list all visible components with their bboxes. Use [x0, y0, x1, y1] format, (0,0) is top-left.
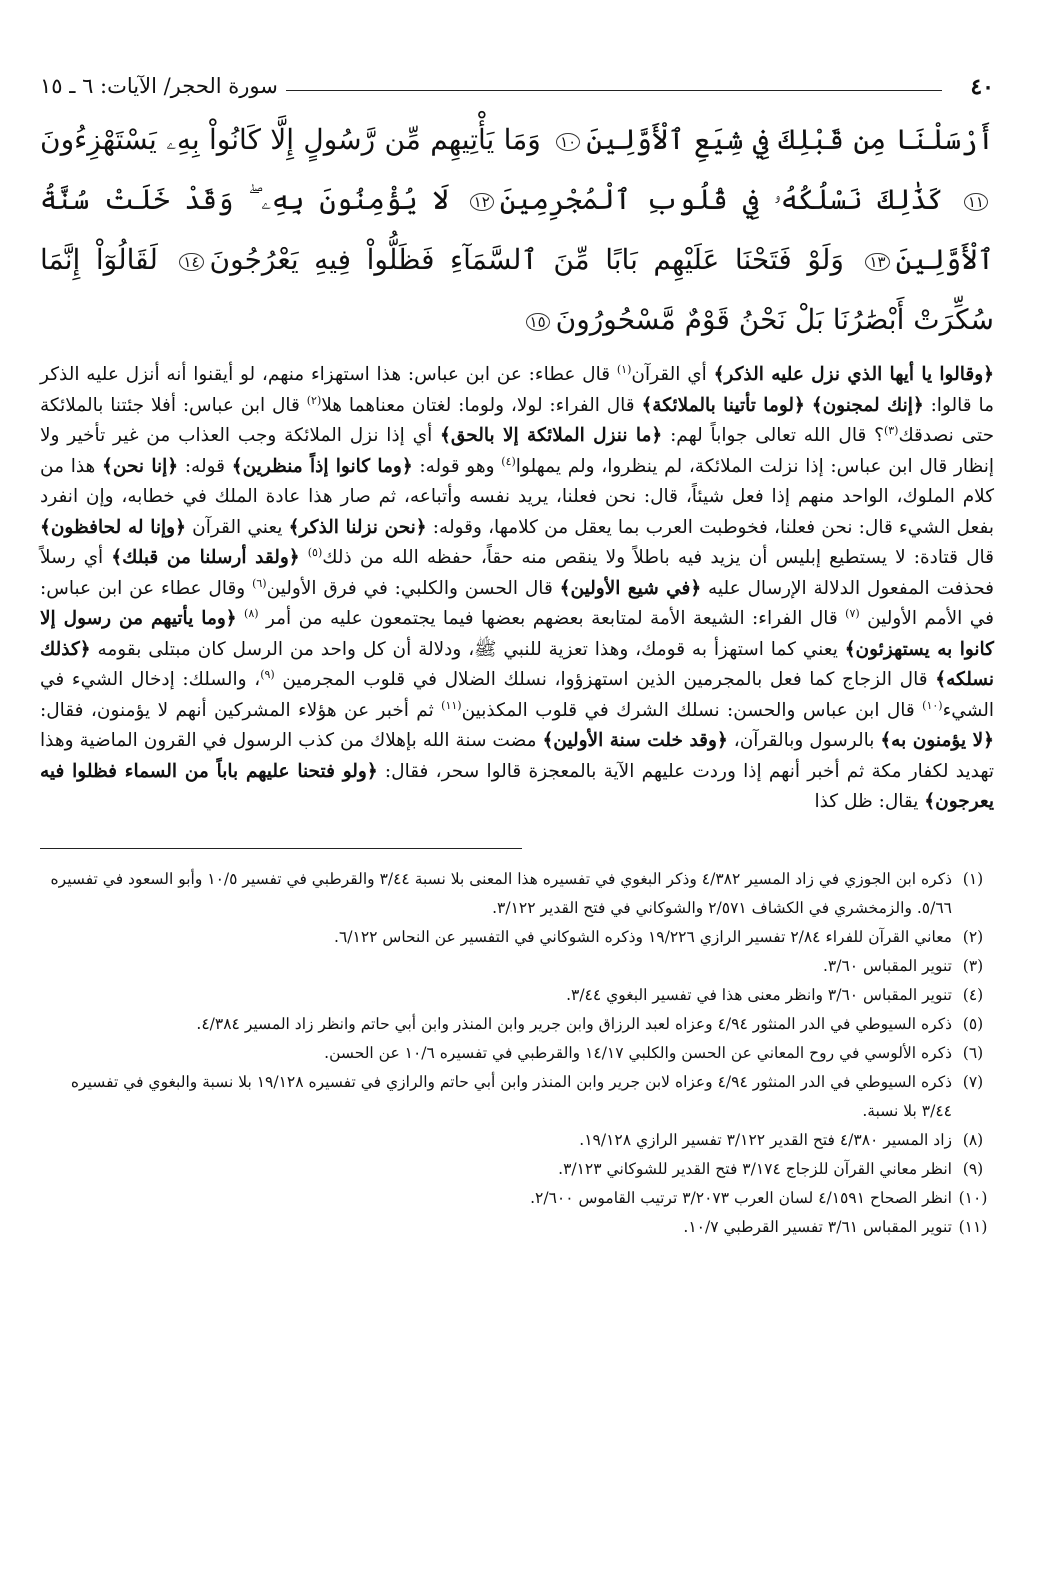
- commentary-segment: يعني كما استهزأ به قومك، وهذا تعزية للنبي ﷺ، ودلالة أن كل واحد من الرسل كان مبتلى بقومه: [90, 638, 845, 660]
- footnote-number: (١٠): [958, 1188, 988, 1207]
- verse-number-marker: ١٠: [556, 133, 580, 151]
- footnote-number: (٢): [962, 927, 984, 946]
- verse-text: وَمَا يَأْتِيهِم مِّن رَّسُولٍ إِلَّا كَانُواْ بِهِۦ يَسْتَهْزِءُونَ: [40, 123, 541, 156]
- commentary-segment: هذا من كلام الملوك، الواحد منهم إذا فعل شيئاً، قال: نحن فعلنا، يريد نفسه وأتباعه، ثم صار هذا عادة الملك في خطابه، وإن انفرد بفعل الشيء قال: نحن فعلنا، فخوطبت العرب بما يعقل من كلامها، وقوله:: [40, 455, 994, 538]
- footnote: [40, 981, 994, 1010]
- commentary-segment: قال الفراء: لولا، ولوما: لغتان معناهما هلا: [321, 394, 642, 416]
- footnote: [40, 1068, 994, 1126]
- commentary-segment: قال الفراء: الشيعة الأمة لمتابعة بعضهم بعضها فيما يجتمعون عليه من أمر: [258, 608, 846, 629]
- footnote-ref: (٥): [307, 545, 323, 559]
- footnote: [40, 923, 994, 952]
- quoted-verse: ﴿ما ننزل الملائكة إلا بالحق﴾: [440, 425, 663, 446]
- commentary-segment: قال الحسن والكلبي: في فرق الأولين: [266, 577, 560, 599]
- footnote-text: ذكره ابن الجوزي في زاد المسير ٤/٣٨٢ وذكر البغوي في تفسيره هذا المعنى بلا نسبة ٣/٤٤ والقرطبي في تفسير ١٠/٥ وأبو السعود في تفسيره ٥/٦٦. والزمخشري في الكشاف ٢/٥٧١ والشوكاني في فتح القدير ٣/١٢٢.: [50, 869, 952, 917]
- footnote-number: (٤): [962, 985, 984, 1004]
- footnote-number: (٩): [962, 1159, 984, 1178]
- footnote-text: ذكره السيوطي في الدر المنثور ٤/٩٤ وعزاه لعبد الرزاق وابن جرير وابن المنذر وابن أبي حاتم وانظر زاد المسير ٤/٣٨٤.: [196, 1014, 952, 1033]
- quoted-verse: ﴿إنك لمجنون﴾: [811, 394, 924, 416]
- quoted-verse: ﴿نحن نزلنا الذكر﴾: [288, 516, 427, 538]
- quoted-verse: ﴿لوما تأتينا بالملائكة﴾: [641, 394, 805, 416]
- footnote: [40, 1126, 994, 1155]
- footnote-number: (٥): [962, 1014, 984, 1033]
- verse-number-marker: ١٤: [179, 253, 203, 271]
- footnote-text: زاد المسير ٤/٣٨٠ فتح القدير ٣/١٢٢ تفسير الرازي ١٩/١٢٨.: [579, 1130, 952, 1149]
- footnote-text: تنوير المقباس ٣/٦٠.: [822, 956, 952, 975]
- quoted-verse: ﴿إنا نحن﴾: [102, 455, 179, 477]
- quoted-verse: ﴿وقالوا يا أيها الذي نزل عليه الذكر﴾: [713, 364, 994, 385]
- commentary-segment: مضت سنة الله بإهلاك من كذب الرسول في القرون الماضية وهذا تهديد لكفار مكة ثم أخبر أنهم إذا وردت عليهم الآية بالمعجزة قالوا سحر، فقال:: [40, 730, 994, 782]
- verse-number-marker: ١١: [964, 193, 988, 211]
- footnote-ref: (٣): [883, 423, 899, 437]
- header-rule: [286, 90, 942, 91]
- footnote-number: (٦): [962, 1043, 984, 1062]
- footnote-text: انظر معاني القرآن للزجاج ٣/١٧٤ فتح القدير للشوكاني ٣/١٢٣.: [558, 1159, 952, 1178]
- footnote-number: (٣): [962, 956, 984, 975]
- commentary-segment: يقال: ظل كذا: [814, 791, 925, 812]
- footnote-text: ذكره السيوطي في الدر المنثور ٤/٩٤ وعزاه لابن جرير وابن المنذر وابن أبي حاتم والرازي في تفسيره ١٩/١٢٨ بلا نسبة والبغوي في تفسيره ٣/٤٤ بلا نسبة.: [70, 1072, 952, 1120]
- commentary-segment: ثم أخبر عن هؤلاء المشركين أنهم لا يؤمنون، فقال:: [40, 699, 442, 721]
- commentary-segment: يعني القرآن: [185, 516, 289, 538]
- quoted-verse: ﴿وقد خلت سنة الأولين﴾: [542, 730, 728, 751]
- commentary-segment: [237, 608, 244, 629]
- commentary-segment: أي القرآن: [631, 364, 714, 385]
- footnote: [40, 1184, 994, 1213]
- footnote-separator: [40, 848, 522, 849]
- verse-number-marker: ١٢: [470, 193, 494, 211]
- commentary-segment: قوله:: [178, 455, 232, 477]
- footnote-ref: (٧): [845, 606, 860, 620]
- verse-text: لَقَالُوٓاْ إِنَّمَا سُكِّرَتْ أَبْصَٰرُنَا بَلْ نَحْنُ قَوْمٌ مَّسْحُورُونَ: [40, 243, 994, 336]
- footnote-text: تنوير المقباس ٣/٦١ تفسير القرطبي ١٠/٧.: [683, 1217, 952, 1236]
- quoted-verse: ﴿كذلك نسلكه﴾: [40, 638, 994, 690]
- footnote-text: معاني القرآن للفراء ٢/٨٤ تفسير الرازي ١٩/٢٢٦ وذكره الشوكاني في التفسير عن النحاس ٦/١٢٢.: [334, 927, 952, 946]
- footnote-ref: (٨): [244, 606, 259, 620]
- quoted-verse: ﴿وما كانوا إذاً منظرين﴾: [231, 455, 413, 477]
- verse-text: كَذَٰلِكَ نَسْلُكُهُۥ فِي قُلُوبِ ٱلْمُجْرِمِينَ: [499, 183, 944, 216]
- commentary-segment: [300, 547, 308, 568]
- commentary-segment: قال ابن عباس والحسن: نسلك الشرك في قلوب المكذبين: [461, 699, 923, 721]
- verse-text: لَا يُؤْمِنُونَ بِهِۦ ۖ وَقَدْ خَلَتْ سُنَّةُ ٱلْأَوَّلِينَ: [40, 183, 995, 276]
- commentary-segment: ؟ قال الله تعالى جواباً لهم:: [662, 425, 884, 446]
- verse-text: وَلَوْ فَتَحْنَا عَلَيْهِم بَابًا مِّنَ ٱلسَّمَآءِ فَظَلُّواْ فِيهِ يَعْرُجُونَ: [209, 243, 844, 276]
- commentary-segment: بالرسول وبالقرآن،: [727, 730, 881, 751]
- commentary-segment: [805, 395, 812, 416]
- footnote: [40, 1039, 994, 1068]
- commentary-segment: قال عطاء: عن ابن عباس: هذا استهزاء منهم، لو أيقنوا أنه أنزل عليه الذكر ما قالوا:: [40, 364, 995, 416]
- footnote: [40, 865, 994, 923]
- footnote-ref: (٢): [306, 393, 322, 407]
- verse-text: أَرْسَلْنَا مِن قَبْلِكَ فِي شِيَعِ ٱلْأَوَّلِينَ: [586, 123, 994, 156]
- footnote-number: (١): [962, 869, 984, 888]
- footnote-number: (٨): [962, 1130, 984, 1149]
- commentary-segment: أي رسلاً فحذفت المفعول الدلالة الإرسال عليه: [40, 547, 994, 599]
- quoted-verse: ﴿وما يأتيهم من رسول إلا كانوا به يستهزئون﴾: [40, 608, 994, 660]
- quran-verses: [40, 110, 994, 350]
- footnote: [40, 1010, 994, 1039]
- quoted-verse: ﴿في شيع الأولين﴾: [559, 577, 702, 599]
- commentary-segment: قال قتادة: لا يستطيع إبليس أن يزيد فيه باطلاً ولا ينقص منه حقاً، حفظه الله من ذلك: [322, 547, 994, 568]
- footnote-ref: (٩): [260, 667, 275, 681]
- footnote-text: انظر الصحاح ٤/١٥٩١ لسان العرب ٣/٢٠٧٣ ترتيب القاموس ٢/٦٠٠.: [530, 1188, 952, 1207]
- verse-number-marker: ١٥: [526, 313, 550, 331]
- verse-number-marker: ١٣: [865, 253, 889, 271]
- page-header: [40, 64, 994, 104]
- commentary-segment: وهو قوله:: [412, 455, 502, 477]
- commentary-text: [40, 360, 994, 818]
- footnote-text: ذكره الألوسي في روح المعاني عن الحسن والكلبي ١٤/١٧ والقرطبي في تفسيره ١٠/٦ عن الحسن.: [324, 1043, 952, 1062]
- footnote: [40, 952, 994, 981]
- running-title: سورة الحجر/ الآيات: ٦ ـ ١٥: [40, 74, 278, 98]
- footnote-number: (٧): [962, 1072, 984, 1091]
- footnote: [40, 1213, 994, 1242]
- footnote-ref: (٤): [501, 454, 516, 468]
- commentary-segment: قال ابن عباس: أفلا جئتنا بالملائكة حتى نصدقك: [40, 394, 995, 446]
- footnote-ref: (١): [616, 362, 632, 376]
- book-page: [40, 64, 994, 1242]
- footnote-text: تنوير المقباس ٣/٦٠ وانظر معنى هذا في تفسير البغوي ٣/٤٤.: [566, 985, 952, 1004]
- footnote-ref: (٦): [252, 576, 267, 590]
- quoted-verse: ﴿لا يؤمنون به﴾: [880, 730, 994, 751]
- quoted-verse: ﴿وإنا له لحافظون﴾: [40, 516, 186, 538]
- footnote-ref: (١١): [441, 698, 462, 712]
- footnotes: [40, 865, 994, 1242]
- commentary-segment: ، والسلك: إدخال الشيء في الشيء: [40, 669, 994, 721]
- quoted-verse: ﴿ولقد أرسلنا من قبلك﴾: [111, 547, 300, 568]
- commentary-segment: قال الزجاج كما فعل بالمجرمين الذين استهزؤوا، نسلك الضلال في قلوب المجرمين: [274, 669, 936, 690]
- footnote-number: (١١): [958, 1217, 988, 1236]
- quoted-verse: ﴿ولو فتحنا عليهم باباً من السماء فظلوا فيه يعرجون﴾: [40, 760, 994, 812]
- page-number: ٤٠: [970, 74, 994, 100]
- footnote-ref: (١٠): [922, 698, 943, 712]
- footnote: [40, 1155, 994, 1184]
- commentary-segment: أي إذا نزل الملائكة وجب العذاب من غير تأخير ولا إنظار قال ابن عباس: إذا نزلت الملائكة، لم ينظروا، ولم يمهلوا: [40, 425, 994, 477]
- commentary-segment: وقال عطاء عن ابن عباس: في الأمم الأولين: [40, 577, 994, 629]
